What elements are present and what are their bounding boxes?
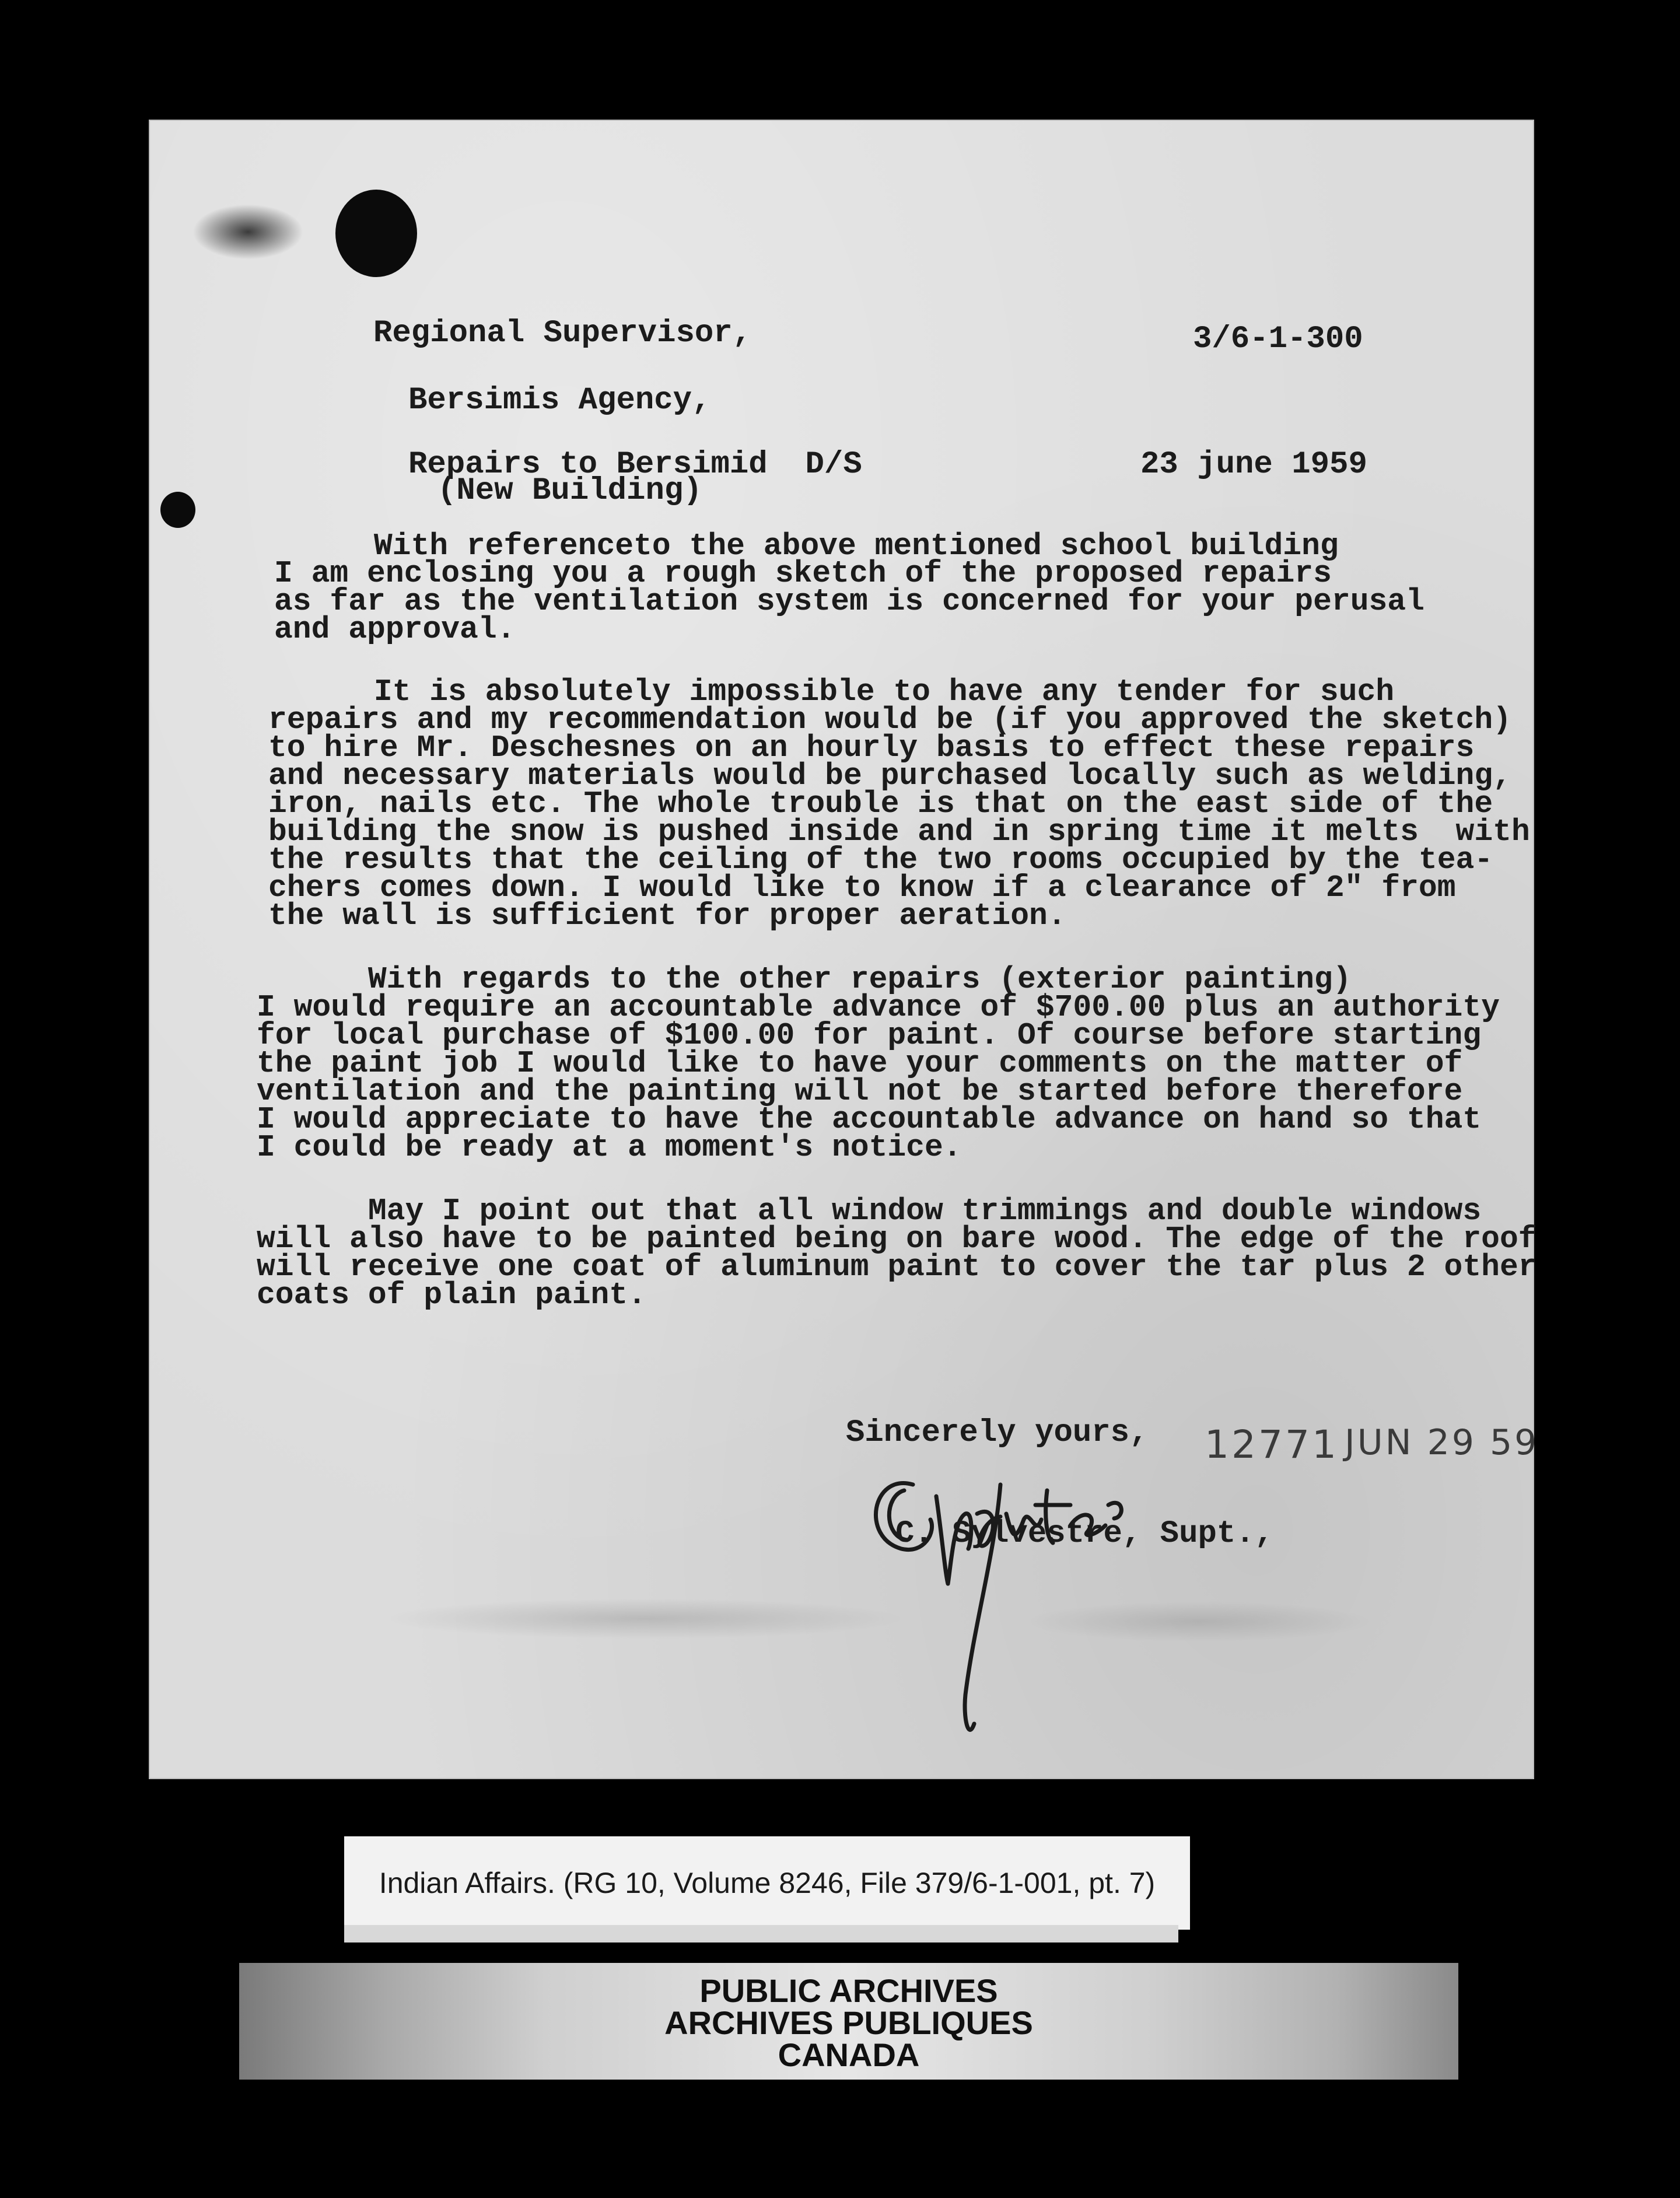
body-line: It is absolutely impossible to have any tender for such xyxy=(262,674,1395,709)
body-line: the results that the ceiling of the two rooms occupied by the tea- xyxy=(268,842,1493,877)
body-line: repairs and my recommendation would be (if you approved the sketch) xyxy=(268,702,1511,737)
body-line: for local purchase of $100.00 for paint. Of course before starting xyxy=(257,1018,1482,1053)
body-line: and approval. xyxy=(274,612,516,647)
letter-date: 23 june 1959 xyxy=(1140,447,1367,482)
archive-line-3: CANADA xyxy=(778,2036,920,2073)
agency: Bersimis Agency, xyxy=(408,383,711,418)
body-line: will receive one coat of aluminum paint to cover the tar plus 2 other xyxy=(257,1250,1537,1284)
archive-stamp-strip xyxy=(239,1963,1458,2080)
letter-sheet xyxy=(149,120,1539,1779)
body-line: I would appreciate to have the accountable advance on hand so that xyxy=(257,1102,1482,1137)
body-line: building the snow is pushed inside and in spring time it melts with xyxy=(268,814,1530,849)
subject-line-1: Repairs to Bersimid D/S xyxy=(408,447,862,482)
archive-line-1: PUBLIC ARCHIVES xyxy=(699,1972,998,2009)
body-line: I am enclosing you a rough sketch of the proposed repairs xyxy=(274,556,1332,591)
archive-line-2: ARCHIVES PUBLIQUES xyxy=(664,2004,1033,2041)
punch-hole-top xyxy=(335,190,417,277)
body-line: will also have to be painted being on bare wood. The edge of the roof xyxy=(257,1222,1537,1256)
label-edge xyxy=(344,1925,1178,1943)
body-line: the wall is sufficient for proper aeration. xyxy=(268,898,1066,933)
received-stamp-date: JUN 29 59 xyxy=(1345,1422,1539,1463)
received-stamp-number: 12771 xyxy=(1205,1422,1339,1467)
body-line: the paint job I would like to have your comments on the matter of xyxy=(257,1046,1463,1081)
body-line: chers comes down. I would like to know if a clearance of 2" from xyxy=(268,870,1456,905)
body-line: coats of plain paint. xyxy=(257,1278,646,1312)
body-line: iron, nails etc. The whole trouble is that on the east side of the xyxy=(268,786,1493,821)
file-number: 3/6-1-300 xyxy=(1193,321,1363,357)
punch-hole-left xyxy=(160,492,195,528)
body-line: ventilation and the painting will not be started before therefore xyxy=(257,1074,1463,1109)
bleed-through xyxy=(1024,1601,1374,1642)
archive-reference-text: Indian Affairs. (RG 10, Volume 8246, File 379/6-1-001, pt. 7) xyxy=(379,1867,1156,1899)
body-line: May I point out that all window trimmings and double windows xyxy=(257,1194,1482,1228)
body-line: as far as the ventilation system is concerned for your perusal xyxy=(274,584,1424,619)
bleed-through xyxy=(382,1598,907,1639)
body-line: With referenceto the above mentioned school building xyxy=(262,528,1339,564)
archive-reference-label xyxy=(344,1836,1190,1930)
body-line: With regards to the other repairs (exterior painting) xyxy=(257,962,1352,997)
ink-stain xyxy=(192,204,303,260)
addressee: Regional Supervisor, xyxy=(373,316,752,351)
signatory: C. Sylvestre, Supt., xyxy=(895,1516,1274,1552)
subject-line-2: (New Building) xyxy=(438,473,702,509)
body-line: and necessary materials would be purchased locally such as welding, xyxy=(268,758,1511,793)
body-line: to hire Mr. Deschesnes on an hourly basis to effect these repairs xyxy=(268,730,1475,765)
body-line: I would require an accountable advance of $700.00 plus an authority xyxy=(257,990,1500,1025)
closing: Sincerely yours, xyxy=(846,1415,1149,1451)
body-line: I could be ready at a moment's notice. xyxy=(257,1130,962,1165)
